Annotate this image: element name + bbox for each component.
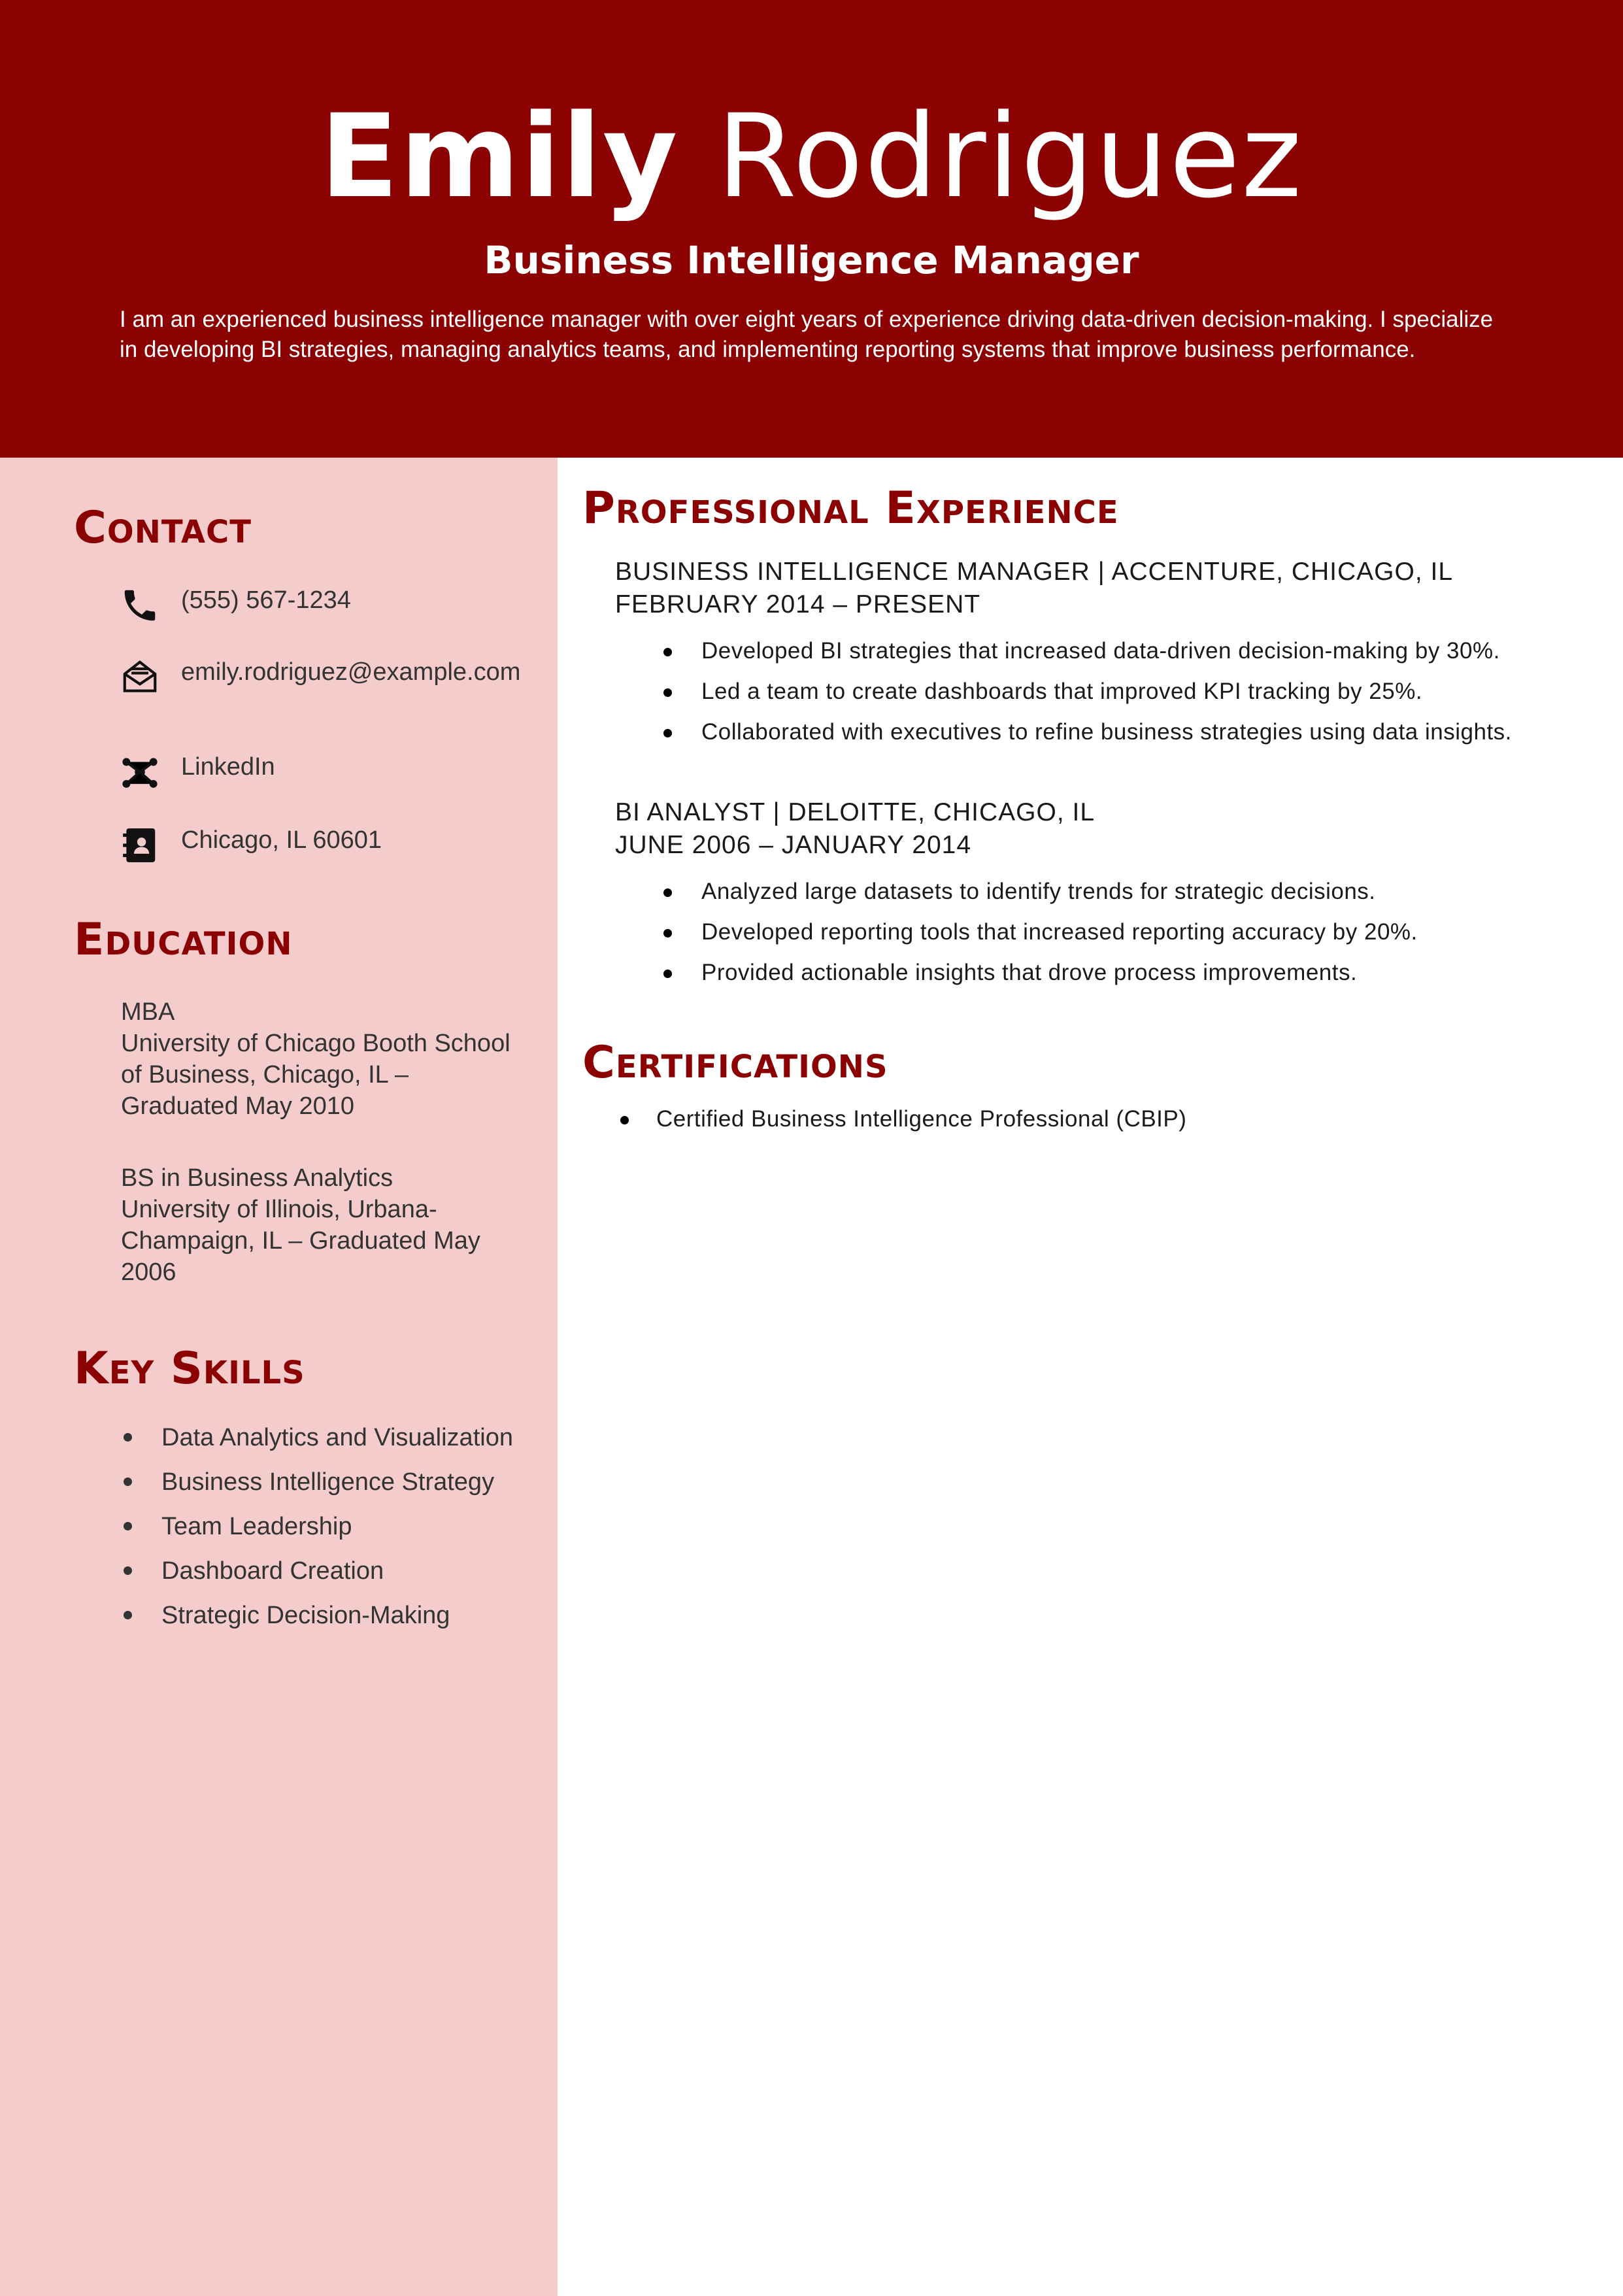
summary: I am an experienced business intelligence manager with over eight years of experience driving data-driven decision-making. I specialize in developing BI strategies, managing analytics teams, and implementing reporting systems that improve business performance.	[120, 307, 1494, 362]
linkedin-text[interactable]: LinkedIn	[181, 753, 275, 781]
skill-item: Dashboard Creation	[121, 1556, 526, 1586]
job-title: Business Intelligence Manager	[484, 238, 1139, 282]
job-bullets	[615, 877, 1582, 987]
skill-item: Business Intelligence Strategy	[121, 1467, 526, 1497]
education-degree: BS in Business Analytics	[121, 1164, 393, 1192]
job-bullet: Provided actionable insights that drove process improvements.	[615, 958, 1582, 987]
skills-list	[121, 1423, 526, 1645]
email-text[interactable]: emily.rodriguez@example.com	[181, 658, 521, 686]
phone-icon	[120, 585, 160, 626]
job-entry	[615, 796, 1582, 999]
contact-phone	[120, 585, 525, 626]
education-degree: MBA	[121, 998, 175, 1026]
job-bullet: Developed BI strategies that increased data-driven decision-making by 30%.	[615, 637, 1582, 666]
skill-item: Strategic Decision-Making	[121, 1600, 526, 1630]
certification-item: Certified Business Intelligence Professional (CBIP)	[615, 1105, 1582, 1134]
address-text: Chicago, IL 60601	[181, 826, 382, 854]
skill-item: Team Leadership	[121, 1511, 526, 1542]
job-bullet: Developed reporting tools that increased reporting accuracy by 20%.	[615, 918, 1582, 947]
last-name: Rodriguez	[716, 90, 1303, 224]
network-icon	[120, 752, 160, 792]
address-card-icon	[120, 825, 160, 866]
email-icon	[120, 657, 160, 698]
contact-address	[120, 825, 525, 866]
contact-linkedin	[120, 752, 525, 792]
phone-text[interactable]: (555) 567-1234	[181, 586, 351, 614]
certifications-heading: Certifications	[582, 1037, 888, 1089]
experience-heading: Professional Experience	[582, 482, 1119, 534]
contact-heading: Contact	[74, 502, 252, 554]
header-banner	[0, 0, 1623, 458]
job-role: BI ANALYST | DELOITTE, CHICAGO, IL	[615, 798, 1096, 826]
job-dates: JUNE 2006 – JANUARY 2014	[615, 831, 972, 859]
education-details: University of Chicago Booth School of Business, Chicago, IL – Graduated May 2010	[121, 1030, 510, 1120]
skill-item: Data Analytics and Visualization	[121, 1423, 526, 1453]
job-bullet: Collaborated with executives to refine business strategies using data insights.	[615, 718, 1582, 747]
education-entry	[121, 996, 526, 1122]
candidate-name	[0, 92, 1623, 222]
education-heading: Education	[74, 914, 293, 966]
first-name: Emily	[320, 90, 679, 224]
job-entry	[615, 556, 1582, 758]
contact-email	[120, 657, 525, 698]
job-bullets	[615, 637, 1582, 747]
job-bullet: Analyzed large datasets to identify trends for strategic decisions.	[615, 877, 1582, 906]
job-dates: FEBRUARY 2014 – PRESENT	[615, 590, 981, 618]
certifications-list	[615, 1105, 1582, 1134]
education-details: University of Illinois, Urbana-Champaign, IL – Graduated May 2006	[121, 1196, 480, 1286]
skills-heading: Key Skills	[74, 1343, 305, 1394]
education-entry	[121, 1162, 526, 1288]
job-role: BUSINESS INTELLIGENCE MANAGER | ACCENTURE, CHICAGO, IL	[615, 558, 1454, 586]
job-bullet: Led a team to create dashboards that improved KPI tracking by 25%.	[615, 677, 1582, 706]
